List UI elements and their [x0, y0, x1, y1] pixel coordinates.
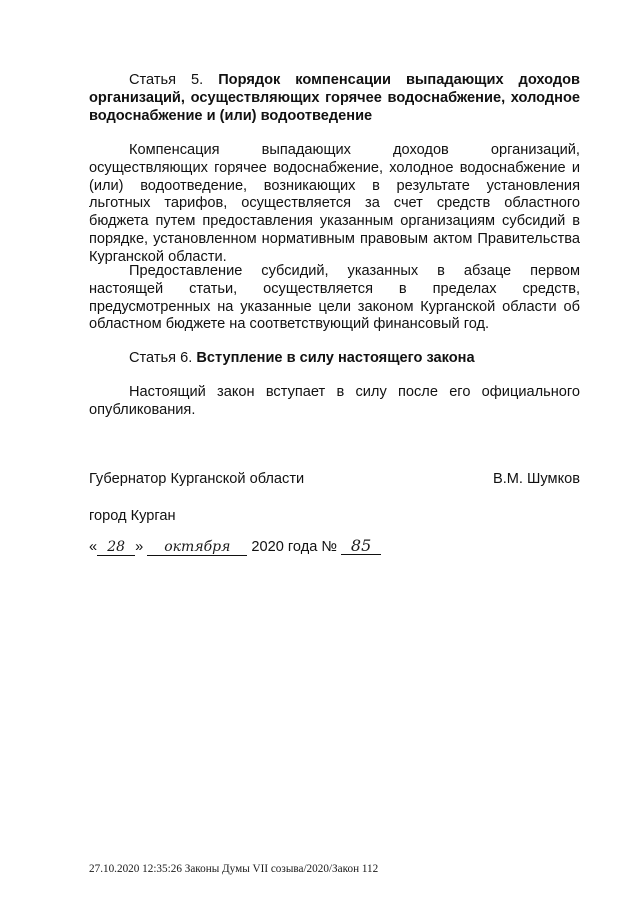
law-number-handwritten: 85: [341, 538, 381, 555]
date-day-handwritten: 28: [97, 539, 135, 556]
article-5-heading: [89, 72, 580, 125]
date-line: [89, 537, 381, 557]
article-6-paragraph: Настоящий закон вступает в силу после его официального опубликования.: [89, 384, 580, 418]
date-year-text: 2020 года №: [251, 539, 338, 555]
article-6-heading: [89, 350, 580, 368]
article-6-title: Вступление в силу настоящего закона: [196, 350, 475, 366]
date-open-quote: «: [89, 539, 98, 555]
date-close-quote: »: [135, 539, 144, 555]
article-5-title: Порядок компенсации выпадающих доходов организаций, осуществляющих горячее водоснабжение, холодное водоснабжение и (или) водоотведение: [89, 72, 580, 124]
date-month-handwritten: октября: [147, 539, 247, 556]
article-5-paragraph-2: Предоставление субсидий, указанных в абзаце первом настоящей статьи, осуществляется в пределах средств, предусмотренных на указанные цели законом Курганской области об областном бюджете на соответствующий финансовый год.: [89, 263, 580, 333]
article-6-label: Статья 6.: [129, 350, 193, 366]
governor-name: В.М. Шумков: [492, 471, 580, 487]
governor-title: Губернатор Курганской области: [89, 471, 305, 487]
footer-stamp: 27.10.2020 12:35:26 Законы Думы VII созыва/2020/Закон 112: [89, 863, 379, 875]
article-5-paragraph-1: Компенсация выпадающих доходов организаций, осуществляющих горячее водоснабжение, холодное водоснабжение и (или) водоотведение, возникающих в результате установления льготных тарифов, осуществляется за счет средств областного бюджета путем предоставления указанным организациям субсидий в порядке, установленном нормативным правовым актом Правительства Курганской области.: [89, 142, 580, 265]
article-5-label: Статья 5.: [129, 72, 204, 88]
city-line: город Курган: [89, 508, 176, 524]
